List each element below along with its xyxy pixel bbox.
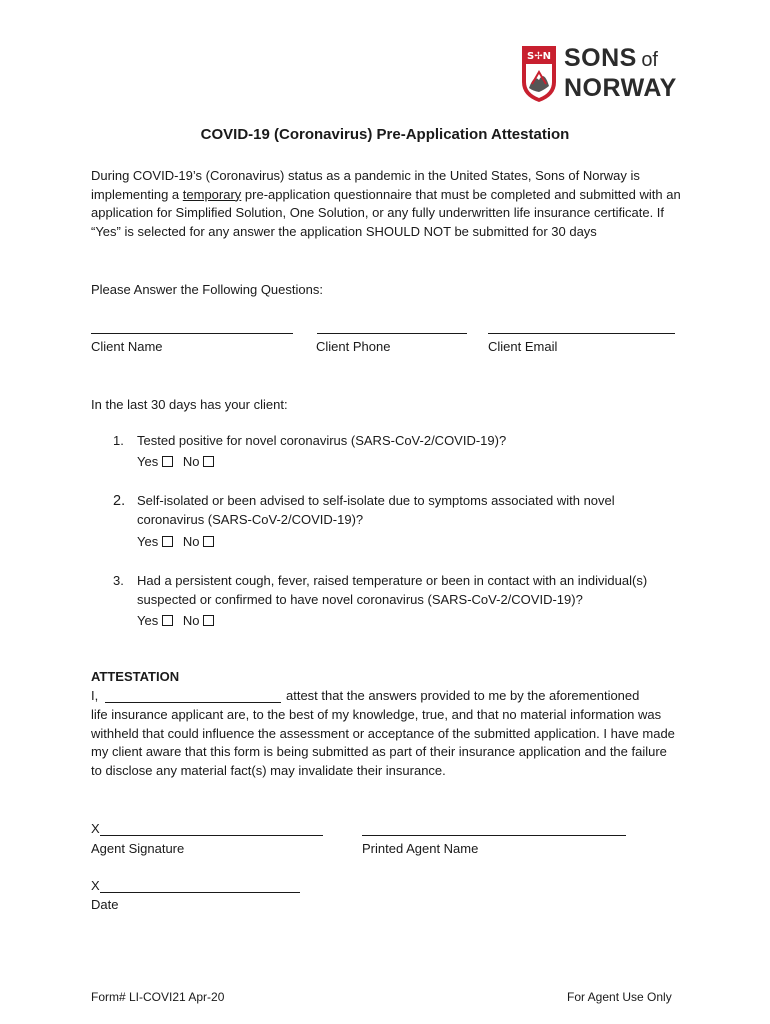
page-title: COVID-19 (Coronavirus) Pre-Application Attestation xyxy=(200,126,570,143)
sons-of-norway-logo xyxy=(520,44,690,106)
logo-wordmark xyxy=(564,45,677,101)
question-2-text: Self-isolated or been advised to self-isolate due to symptoms associated with novel coronavirus (SARS-CoV-2/COVID-19)? xyxy=(137,493,615,527)
client-name-label: Client Name xyxy=(91,339,163,354)
q1-no-label: No xyxy=(182,454,200,469)
date-x: X xyxy=(91,878,100,893)
date-field[interactable] xyxy=(100,892,300,893)
q3-no-label: No xyxy=(182,613,200,628)
in-last-30-text: In the last 30 days has your client: xyxy=(91,397,288,412)
question-3-text: Had a persistent cough, fever, raised temperature or been in contact with an individual(s) suspected or confirmed to have novel coronavirus (SARS-CoV-2/COVID-19)? xyxy=(137,573,648,607)
form-number: Form# LI-COVI21 Apr-20 xyxy=(91,990,225,1004)
attestation-line1: attest that the answers provided to me by the aforementioned xyxy=(286,688,640,703)
badge-text: S✢N xyxy=(527,51,551,62)
intro-part2: pre-application questionnaire that must be completed and submitted with an application for Simplified Solution, One Solution, or any fully underwritten life insurance certificate. If “Yes” is selected for any answer the application SHOULD NOT be submitted for 30 days xyxy=(91,186,681,239)
q1-no-checkbox[interactable] xyxy=(203,456,214,467)
intro-part1: During COVID-19’s (Coronavirus) status as a pandemic in the United States, Sons of Norway is implementing a xyxy=(91,168,640,202)
q1-yes-label: Yes xyxy=(137,454,159,469)
q1-yes-checkbox[interactable] xyxy=(162,456,173,467)
question-1-text: Tested positive for novel coronavirus (SARS-CoV-2/COVID-19)? xyxy=(137,433,507,448)
attestation-body: life insurance applicant are, to the best of my knowledge, true, and that no material information was withheld that could influence the assessment or acceptance of the submitted application. I have made my client aware that this form is being submitted as part of their insurance application and the failure to disclose any material fact(s) may invalidate their insurance. xyxy=(91,707,675,778)
q3-yes-checkbox[interactable] xyxy=(162,615,173,626)
question-3-number: 3. xyxy=(113,573,124,588)
q3-yes-label: Yes xyxy=(137,613,159,628)
agent-signature-field[interactable] xyxy=(100,835,323,836)
client-name-field[interactable] xyxy=(91,333,293,334)
agent-use-only: For Agent Use Only xyxy=(567,990,672,1004)
q2-yes-label: Yes xyxy=(137,534,159,549)
logo-of: of xyxy=(641,49,658,71)
client-email-field[interactable] xyxy=(488,333,675,334)
q3-no-checkbox[interactable] xyxy=(203,615,214,626)
logo-line2: NORWAY xyxy=(564,74,677,102)
q2-yes-checkbox[interactable] xyxy=(162,536,173,547)
date-label: Date xyxy=(91,897,119,912)
intro-underlined: temporary xyxy=(182,186,242,202)
printed-agent-name-label: Printed Agent Name xyxy=(362,841,479,856)
client-phone-label: Client Phone xyxy=(316,339,391,354)
question-2-number: 2. xyxy=(113,493,126,509)
question-3-options xyxy=(137,612,214,631)
shield-icon xyxy=(520,44,558,104)
agent-signature-label: Agent Signature xyxy=(91,841,185,856)
attestation-name-field[interactable] xyxy=(105,702,281,703)
q2-no-label: No xyxy=(182,534,200,549)
printed-agent-name-field[interactable] xyxy=(362,835,626,836)
q2-no-checkbox[interactable] xyxy=(203,536,214,547)
signature-x: X xyxy=(91,821,100,836)
client-phone-field[interactable] xyxy=(317,333,467,334)
logo-line1: SONS xyxy=(564,44,637,72)
attestation-heading: ATTESTATION xyxy=(91,669,180,684)
please-answer-text: Please Answer the Following Questions: xyxy=(91,282,323,297)
question-1-number: 1. xyxy=(113,433,124,448)
client-email-label: Client Email xyxy=(488,339,558,354)
question-1-options xyxy=(137,453,214,472)
attestation-prefix: I, xyxy=(91,688,99,703)
intro-paragraph xyxy=(91,167,681,241)
question-2-options xyxy=(137,533,214,552)
